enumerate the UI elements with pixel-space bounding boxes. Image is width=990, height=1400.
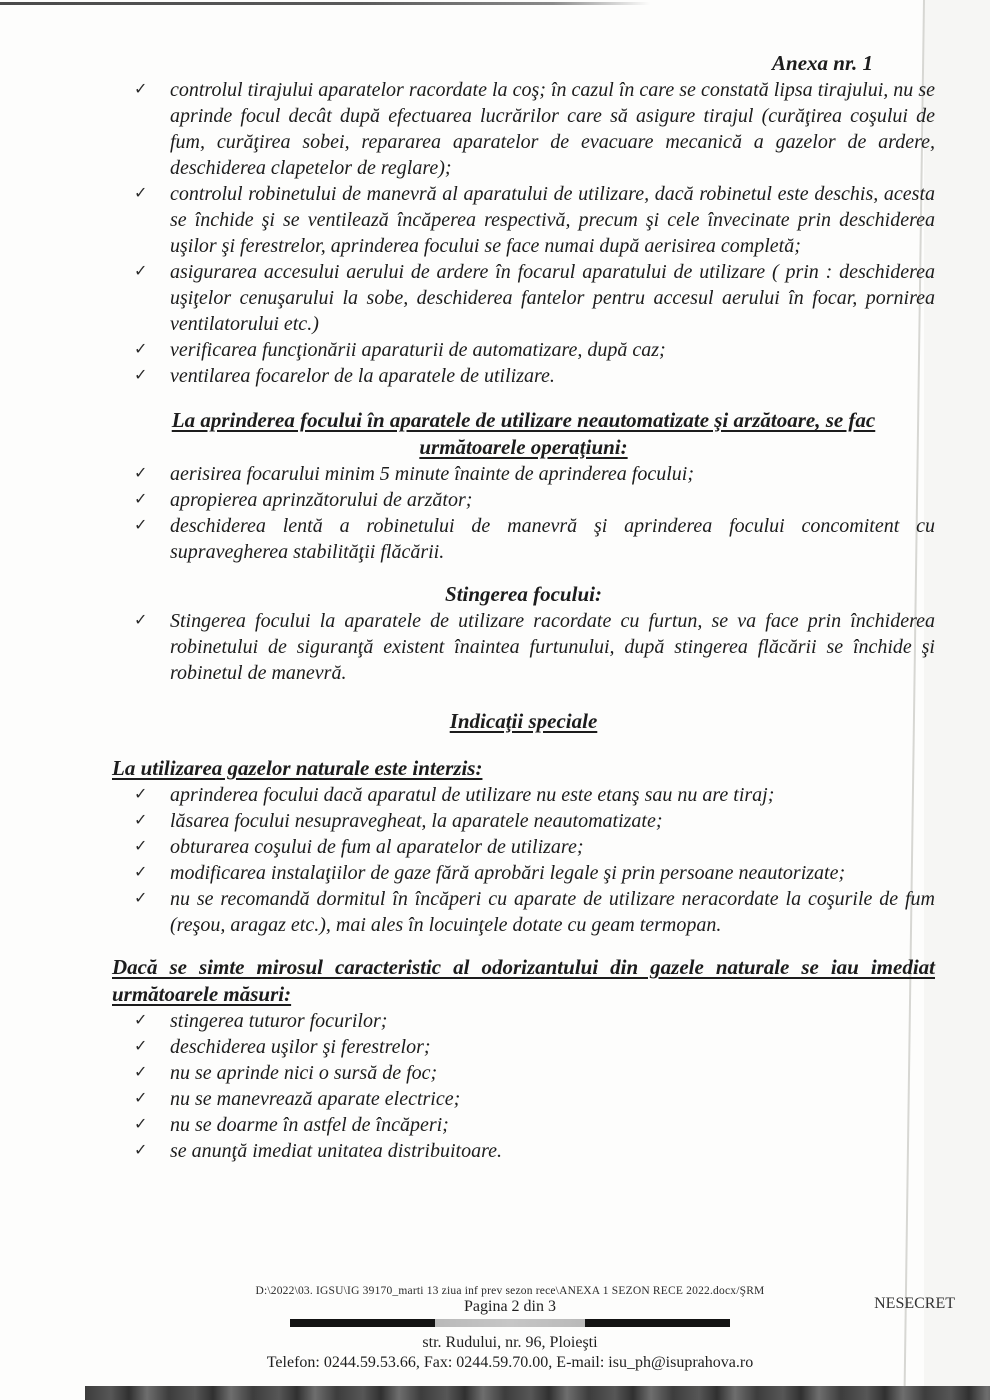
- list-item: [112, 1112, 935, 1138]
- checkmark-icon: ✓: [134, 491, 148, 508]
- list-item-text: verificarea funcţionării aparaturii de automatizare, după caz;: [170, 339, 666, 361]
- list-item: [112, 860, 935, 886]
- list-item: [112, 337, 935, 363]
- footer-contact: Telefon: 0244.59.53.66, Fax: 0244.59.70.00, E-mail: isu_ph@isuprahova.ro: [266, 1354, 754, 1371]
- section-heading-stingere: Stingerea focului:: [445, 582, 602, 606]
- heading-line: Dacă se simte mirosul caracteristic al odorizantului din gazele naturale se iau imediat: [112, 955, 935, 979]
- list-item-text: deschiderea uşilor şi ferestrelor;: [170, 1036, 431, 1058]
- annex-label: Anexa nr. 1: [772, 51, 873, 75]
- list-item: [112, 608, 935, 686]
- heading-line: La aprinderea focului în aparatele de utilizare neautomatizate şi arzătoare, se fac: [171, 408, 876, 432]
- footer-file-path: D:\2022\03. IGSU\IG 39170_marti 13 ziua inf prev sezon rece\ANEXA 1 SEZON RECE 2022.docx/ŞRM: [255, 1285, 765, 1297]
- list-item-text: modificarea instalaţiilor de gaze fără aprobări legale şi prin persoane neautorizate;: [170, 862, 846, 884]
- list-item-text: Stingerea focului la aparatele de utilizare racordate cu furtun, se va face prin închiderea robinetului de siguranţă existent înaintea furtunului, după stingerea flăcării se închide şi robinetul de manevră.: [170, 610, 935, 684]
- checkmark-icon: ✓: [134, 786, 148, 803]
- list-item-text: asigurarea accesului aerului de ardere în focarul aparatului de utilizare ( prin : deschiderea uşiţelor cenuşarului la sobe, deschiderea fantelor pentru accesul aerului în focar, pornirea ventilatorului etc.): [170, 261, 935, 335]
- list-item: [112, 1034, 935, 1060]
- checkmark-icon: ✓: [134, 263, 148, 280]
- miros-measures-list: [112, 1008, 935, 1164]
- section-heading-aprindere: [112, 407, 935, 461]
- list-item: [112, 181, 935, 259]
- aprindere-steps-list: [112, 461, 935, 565]
- section-heading-indicatii: [112, 708, 935, 735]
- checkmark-icon: ✓: [134, 1116, 148, 1133]
- list-item-text: nu se doarme în astfel de încăperi;: [170, 1114, 449, 1136]
- list-item-text: se anunţă imediat unitatea distribuitoare.: [170, 1140, 503, 1162]
- checkmark-icon: ✓: [134, 81, 148, 98]
- checkmark-icon: ✓: [134, 1038, 148, 1055]
- heading-line: următoarele măsuri:: [112, 982, 292, 1006]
- checkmark-icon: ✓: [134, 367, 148, 384]
- list-item-text: aerisirea focarului minim 5 minute înainte de aprinderea focului;: [170, 463, 695, 485]
- footer-page-number: Pagina 2 din 3: [464, 1298, 556, 1315]
- list-item: [112, 1086, 935, 1112]
- scan-artifact-top-line: [0, 2, 650, 5]
- checkmark-icon: ✓: [134, 812, 148, 829]
- section-heading-miros: [112, 954, 935, 1008]
- list-item-text: nu se recomandă dormitul în încăperi cu aparate de utilizare neracordate la coşurile de fum (reşou, aragaz etc.), mai ales în locuinţele dotate cu geam termopan.: [170, 888, 935, 936]
- list-item: [112, 782, 935, 808]
- list-item: [112, 1138, 935, 1164]
- checkmark-icon: ✓: [134, 1142, 148, 1159]
- list-item-text: apropierea aprinzătorului de arzător;: [170, 489, 473, 511]
- list-item: [112, 487, 935, 513]
- checkmark-icon: ✓: [134, 612, 148, 629]
- list-item: [112, 886, 935, 938]
- checkmark-icon: ✓: [134, 1012, 148, 1029]
- list-item-text: controlul tirajului aparatelor racordate la coş; în cazul în care se constată lipsa tirajului, nu se aprinde focul decât după efectuarea lucrărilor care să asigure tirajul (curăţirea coşului de fum, curăţirea sobei, repararea aparatelor de evacuare mecanică a gazelor de ardere, deschiderea clapetelor de reglare);: [170, 79, 935, 179]
- list-item: [112, 513, 935, 565]
- checkmark-icon: ✓: [134, 1090, 148, 1107]
- stingere-list: [112, 608, 935, 686]
- footer-divider-bar: [290, 1319, 730, 1327]
- list-item: [112, 1060, 935, 1086]
- list-item-text: controlul robinetului de manevră al aparatului de utilizare, dacă robinetul este deschis, acesta se închide şi se ventilează încăperea respectivă, precum şi cele învecinate prin deschiderea uşilor şi ferestrelor, aprinderea focului se face numai după aerisirea completă;: [170, 183, 935, 257]
- classification-label: NESECRET: [874, 1295, 955, 1312]
- page-footer: [85, 1285, 935, 1372]
- checkmark-icon: ✓: [134, 465, 148, 482]
- list-item-text: obturarea coşului de fum al aparatelor de utilizare;: [170, 836, 584, 858]
- list-item-text: ventilarea focarelor de la aparatele de utilizare.: [170, 365, 555, 387]
- checkmark-icon: ✓: [134, 341, 148, 358]
- scan-artifact-bottom-strip: [85, 1386, 990, 1400]
- checkmark-icon: ✓: [134, 890, 148, 907]
- checkmark-icon: ✓: [134, 1064, 148, 1081]
- list-item-text: stingerea tuturor focurilor;: [170, 1010, 388, 1032]
- list-item-text: lăsarea focului nesupravegheat, la aparatele neautomatizate;: [170, 810, 663, 832]
- list-item: [112, 363, 935, 389]
- general-measures-list: [112, 77, 935, 389]
- list-item-text: deschiderea lentă a robinetului de manevră şi aprinderea focului concomitent cu supravegherea stabilităţii flăcării.: [170, 515, 935, 563]
- section-heading-interzis: [112, 755, 935, 782]
- list-item-text: nu se manevrează aparate electrice;: [170, 1088, 461, 1110]
- checkmark-icon: ✓: [134, 838, 148, 855]
- footer-address: str. Rudului, nr. 96, Ploieşti: [422, 1334, 598, 1351]
- list-item-text: aprinderea focului dacă aparatul de utilizare nu este etanş sau nu are tiraj;: [170, 784, 775, 806]
- list-item: [112, 808, 935, 834]
- heading-line: următoarele operaţiuni:: [419, 435, 628, 459]
- list-item: [112, 834, 935, 860]
- heading-line: Indicaţii speciale: [449, 709, 598, 733]
- checkmark-icon: ✓: [134, 185, 148, 202]
- interzis-list: [112, 782, 935, 938]
- list-item: [112, 461, 935, 487]
- list-item: [112, 1008, 935, 1034]
- document-body: [112, 50, 935, 1164]
- checkmark-icon: ✓: [134, 517, 148, 534]
- heading-line: La utilizarea gazelor naturale este interzis:: [112, 756, 483, 780]
- list-item: [112, 259, 935, 337]
- list-item-text: nu se aprinde nici o sursă de foc;: [170, 1062, 438, 1084]
- list-item: [112, 77, 935, 181]
- checkmark-icon: ✓: [134, 864, 148, 881]
